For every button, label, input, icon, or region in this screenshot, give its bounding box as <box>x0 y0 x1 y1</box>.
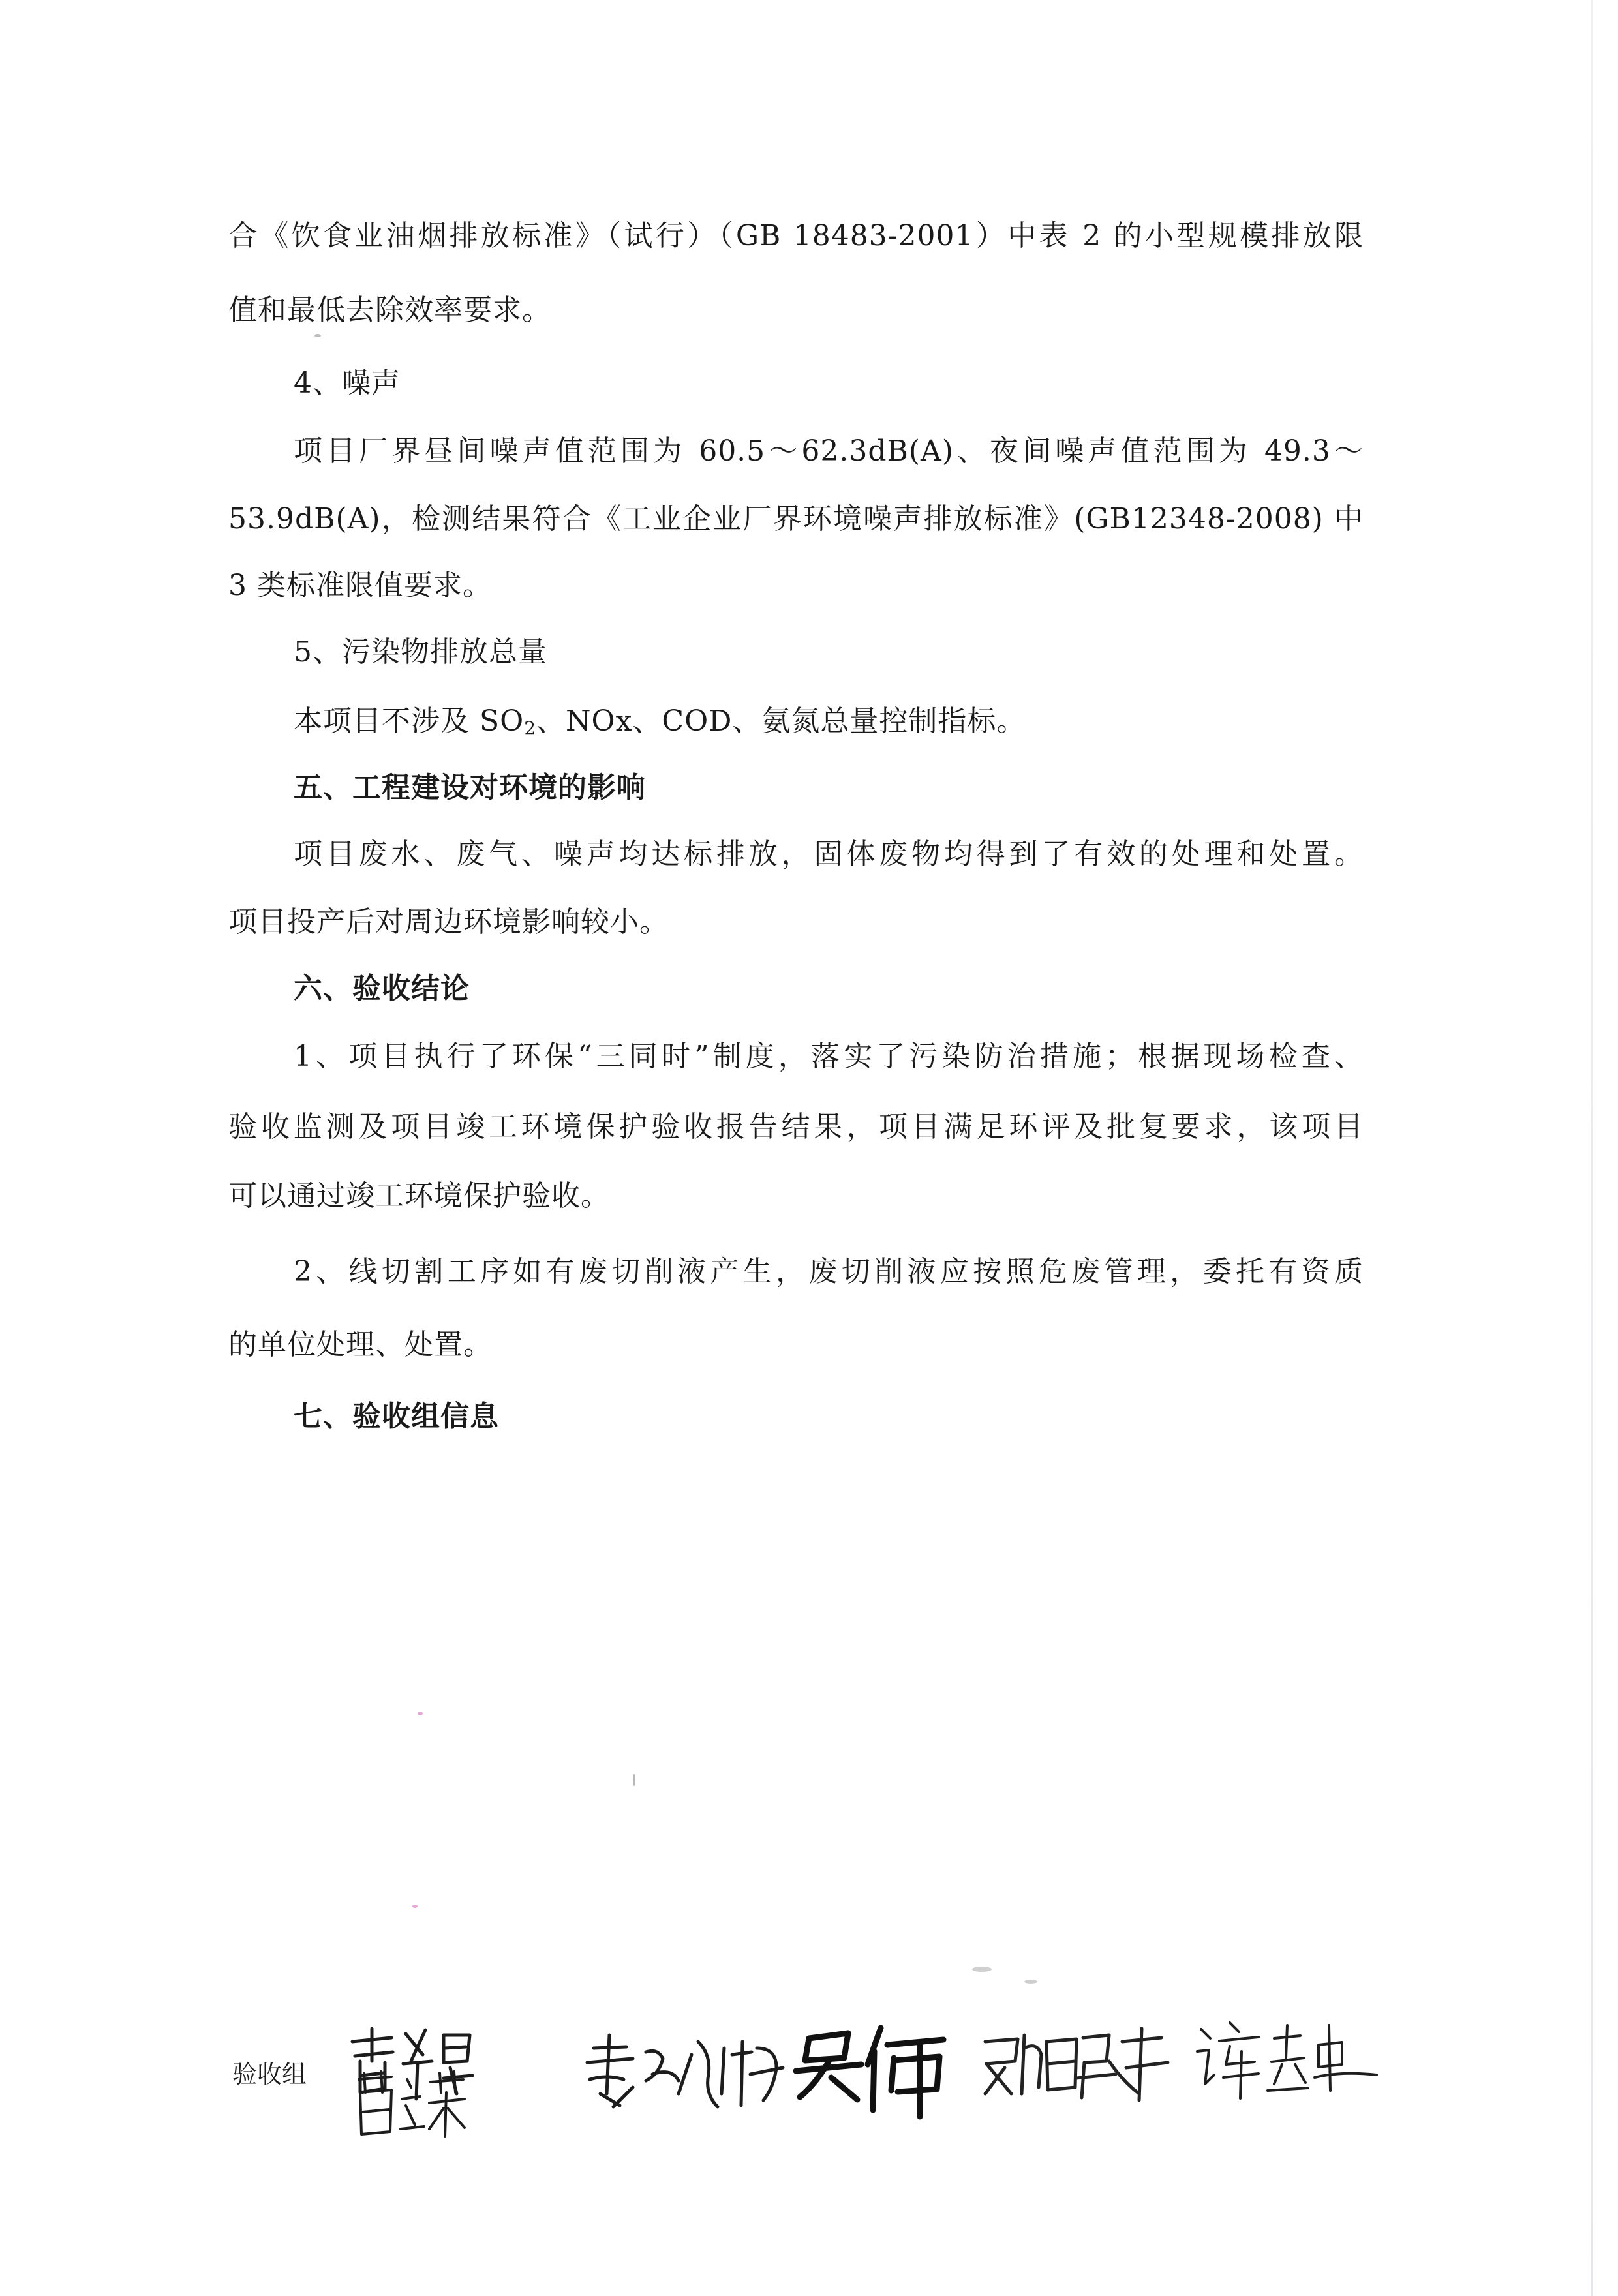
paragraph-line: 合《饮食业油烟排放标准》（试行）（GB 18483-2001）中表 2 的小型规模排放限 <box>228 219 1364 252</box>
scan-speck <box>972 1967 992 1972</box>
scan-edge <box>1591 0 1593 2296</box>
paragraph-line: 验收监测及项目竣工环境保护验收报告结果，项目满足环评及批复要求，该项目 <box>228 1110 1364 1143</box>
section-heading-5: 五、工程建设对环境的影响 <box>294 771 646 804</box>
acceptance-group-label: 验收组 <box>232 2060 307 2089</box>
scan-speck <box>412 1905 418 1908</box>
paragraph-text: 本项目不涉及 SO <box>294 704 525 738</box>
paragraph-line: 2、线切割工序如有废切削液产生，废切削液应按照危废管理，委托有资质 <box>294 1255 1364 1288</box>
scan-speck <box>418 1712 423 1715</box>
signature-3 <box>789 2019 953 2123</box>
subscript-text: 2 <box>524 718 537 739</box>
scan-speck <box>314 334 321 337</box>
signature-cao <box>352 2066 470 2138</box>
paragraph-line: 的单位处理、处置。 <box>228 1328 493 1361</box>
section-heading-noise: 4、噪声 <box>294 367 401 400</box>
section-heading-6: 六、验收结论 <box>294 972 470 1005</box>
paragraph-line: 项目废水、废气、噪声均达标排放，固体废物均得到了有效的处理和处置。 <box>294 838 1364 871</box>
section-heading-total: 5、污染物排放总量 <box>294 635 547 669</box>
scan-speck <box>1024 1980 1037 1984</box>
paragraph-line: 3 类标准限值要求。 <box>228 569 492 602</box>
paragraph-line: 可以通过竣工环境保护验收。 <box>228 1179 610 1213</box>
paragraph-line: 项目投产后对周边环境影响较小。 <box>228 905 669 939</box>
paragraph-text: 、NOx、COD、氨氮总量控制指标。 <box>536 704 1026 738</box>
paragraph-line: 值和最低去除效率要求。 <box>228 294 551 327</box>
signature-5 <box>1191 2012 1380 2104</box>
paragraph-line: 53.9dB(A)，检测结果符合《工业企业厂界环境噪声排放标准》(GB12348-2008) 中 <box>228 502 1364 536</box>
scan-speck <box>633 1774 635 1786</box>
paragraph-line <box>294 704 1364 746</box>
paragraph-line: 项目厂界昼间噪声值范围为 60.5～62.3dB(A)、夜间噪声值范围为 49.3～ <box>294 434 1364 468</box>
paragraph-line: 1、项目执行了环保“三同时”制度，落实了污染防治措施；根据现场检查、 <box>294 1040 1364 1073</box>
signature-4 <box>979 2022 1174 2107</box>
section-heading-7: 七、验收组信息 <box>294 1400 499 1433</box>
signature-2 <box>581 2029 796 2120</box>
